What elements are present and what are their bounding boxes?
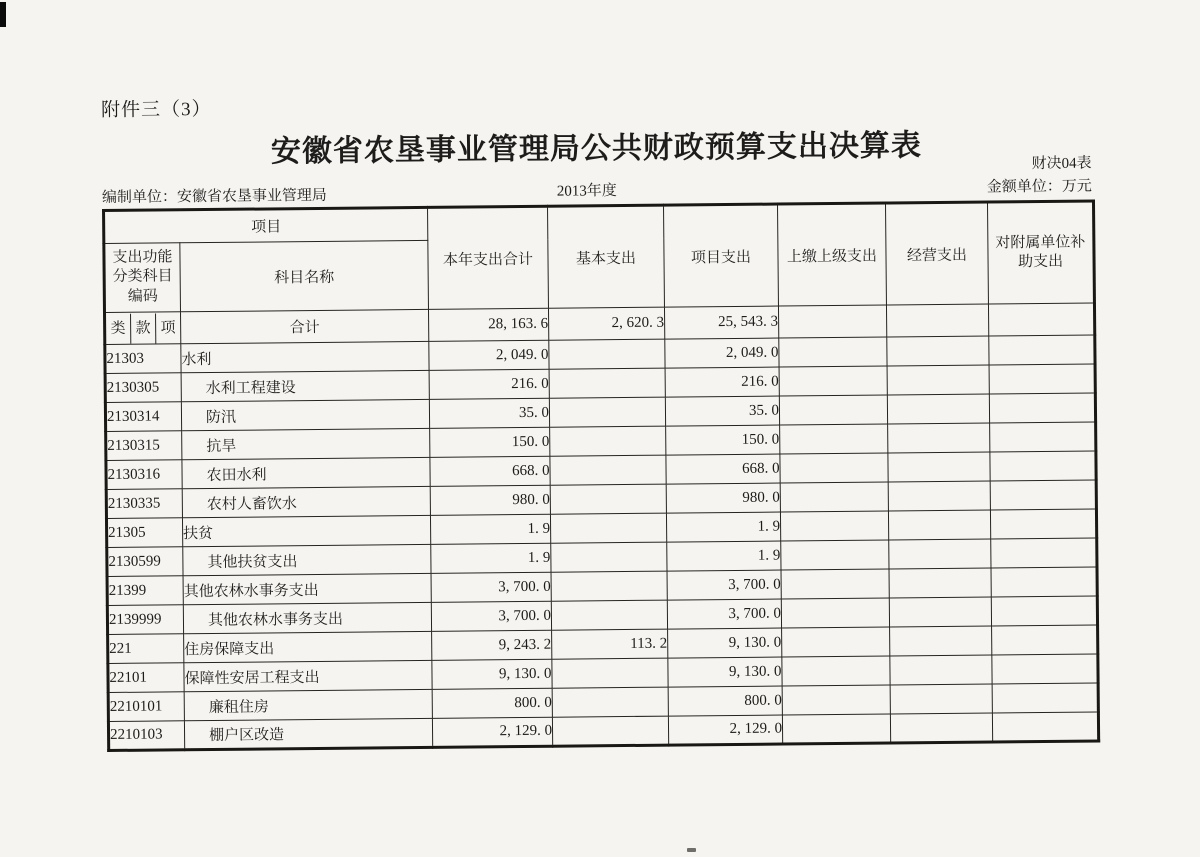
cell-code: 21399 — [107, 576, 183, 606]
cell-code: 2130314 — [105, 402, 181, 432]
cell-code: 2130316 — [106, 460, 182, 490]
cell-basic — [551, 571, 667, 601]
cell-project: 3, 700. 0 — [667, 570, 781, 600]
cell-operating — [890, 655, 992, 685]
header-subject-name: 科目名称 — [180, 240, 429, 311]
header-col-subsidy — [988, 201, 1095, 304]
cell-project: 668. 0 — [666, 454, 780, 484]
cell-upper — [778, 305, 886, 338]
cell-code: 2130599 — [107, 547, 183, 577]
cell-operating — [888, 452, 990, 482]
cell-upper — [780, 511, 888, 541]
header-col-upper: 上缴上级支出 — [778, 203, 887, 306]
cell-total: 800. 0 — [432, 688, 552, 718]
cell-subsidy — [990, 480, 1096, 510]
cell-total: 1. 9 — [431, 543, 551, 573]
cell-name: 其他农林水事务支出 — [183, 573, 431, 604]
cell-project: 35. 0 — [665, 396, 779, 426]
cell-basic: 2, 620. 3 — [548, 307, 664, 340]
header-col-operating: 经营支出 — [886, 202, 989, 305]
cell-basic — [549, 397, 665, 427]
cell-subsidy — [990, 509, 1096, 539]
cell-subsidy — [991, 596, 1097, 626]
cell-subsidy — [989, 393, 1095, 423]
amount-unit-label: 金额单位：万元 — [986, 178, 1092, 196]
cell-name: 住房保障支出 — [184, 631, 432, 662]
header-code-line1: 支出功能 — [112, 249, 173, 266]
cell-operating — [886, 304, 988, 337]
cell-operating — [889, 597, 991, 627]
cell-code: 2210101 — [108, 692, 184, 722]
cell-total: 980. 0 — [430, 485, 550, 515]
cell-basic — [549, 368, 665, 398]
cell-subsidy — [988, 303, 1094, 336]
cell-upper — [782, 627, 890, 657]
cell-total: 150. 0 — [430, 427, 550, 457]
cell-basic — [552, 716, 668, 746]
cell-subsidy — [989, 364, 1095, 394]
cell-operating — [889, 539, 991, 569]
cell-operating — [887, 394, 989, 424]
cell-upper — [781, 540, 889, 570]
cell-subsidy — [992, 683, 1098, 713]
cell-upper — [779, 337, 887, 367]
cell-basic — [552, 658, 668, 688]
cell-basic — [550, 426, 666, 456]
cell-operating — [888, 510, 990, 540]
header-col-subsidy-text: 对附属单位补助支出 — [995, 234, 1086, 271]
cell-code: 21305 — [106, 518, 182, 548]
cell-total: 9, 243. 2 — [432, 630, 552, 660]
header-code-label — [104, 243, 181, 313]
header-col-total: 本年支出合计 — [428, 206, 549, 309]
cell-upper — [780, 424, 888, 454]
cell-upper — [781, 598, 889, 628]
cell-upper — [780, 453, 888, 483]
cell-name: 防汛 — [181, 399, 429, 430]
code-sub-kuan: 款 — [130, 313, 156, 343]
cell-total-name: 合计 — [181, 309, 429, 343]
cell-operating — [889, 568, 991, 598]
cell-total: 2, 129. 0 — [432, 717, 552, 747]
cell-upper — [782, 685, 890, 715]
cell-project: 25, 543. 3 — [664, 306, 778, 339]
code-sub-xiang: 项 — [160, 319, 176, 336]
cell-basic — [551, 600, 667, 630]
cell-subsidy — [991, 567, 1097, 597]
cell-upper — [779, 366, 887, 396]
cell-subsidy — [989, 335, 1095, 365]
cell-code: 21303 — [105, 344, 181, 374]
header-col-basic: 基本支出 — [548, 205, 665, 308]
cell-basic — [550, 513, 666, 543]
cell-total: 3, 700. 0 — [431, 601, 551, 631]
cell-project: 2, 049. 0 — [665, 338, 779, 368]
cell-total: 9, 130. 0 — [432, 659, 552, 689]
cell-total: 668. 0 — [430, 456, 550, 486]
cell-project: 9, 130. 0 — [668, 628, 782, 658]
header-code-line3: 编码 — [127, 288, 158, 305]
cell-name: 扶贫 — [182, 515, 430, 546]
cell-project: 9, 130. 0 — [668, 657, 782, 687]
cell-upper — [781, 569, 889, 599]
cell-name: 棚户区改造 — [184, 718, 432, 749]
cell-basic — [550, 484, 666, 514]
cell-code: 221 — [108, 634, 184, 664]
cell-project: 150. 0 — [666, 425, 780, 455]
cell-basic — [550, 455, 666, 485]
cell-code: 22101 — [108, 663, 184, 693]
cell-name: 水利工程建设 — [181, 370, 429, 401]
cell-total: 2, 049. 0 — [429, 340, 549, 370]
cell-upper — [782, 714, 890, 744]
cell-name: 其他农林水事务支出 — [183, 602, 431, 633]
page-title: 安徽省农垦事业管理局公共财政预算支出决算表 — [270, 129, 923, 169]
header-project-group: 项目 — [104, 207, 428, 243]
cell-code: 2130305 — [105, 373, 181, 403]
cell-basic: 113. 2 — [552, 629, 668, 659]
cell-project: 980. 0 — [666, 483, 780, 513]
cell-operating — [887, 365, 989, 395]
cell-upper — [782, 656, 890, 686]
prepared-by-label: 编制单位：安徽省农垦事业管理局 — [101, 187, 327, 207]
cell-code: 2130315 — [106, 431, 182, 461]
cell-total: 35. 0 — [429, 398, 549, 428]
cell-total: 3, 700. 0 — [431, 572, 551, 602]
cell-code: 2130335 — [106, 489, 182, 519]
cell-total: 216. 0 — [429, 369, 549, 399]
cell-upper — [780, 482, 888, 512]
cell-name: 农田水利 — [182, 457, 430, 488]
cell-operating — [888, 423, 990, 453]
cell-basic — [551, 542, 667, 572]
cell-operating — [890, 713, 992, 743]
cell-project: 1. 9 — [667, 541, 781, 571]
fiscal-year-label: 2013年度 — [556, 183, 617, 200]
cell-name: 农村人畜饮水 — [182, 486, 430, 517]
cell-basic — [552, 687, 668, 717]
cell-project: 1. 9 — [666, 512, 780, 542]
cell-project: 2, 129. 0 — [668, 715, 782, 745]
cell-subsidy — [992, 654, 1098, 684]
table-body — [105, 303, 1099, 750]
header-code-line2: 分类科目 — [112, 268, 173, 286]
cell-project: 216. 0 — [665, 367, 779, 397]
cell-upper — [779, 395, 887, 425]
cell-operating — [888, 481, 990, 511]
form-code-label: 财决04表 — [1031, 155, 1092, 173]
budget-table — [102, 199, 1100, 752]
cell-name: 廉租住房 — [184, 689, 432, 720]
header-row-project — [104, 201, 1094, 244]
cell-total: 28, 163. 6 — [429, 308, 549, 341]
cell-code: 2210103 — [108, 721, 184, 751]
cell-subsidy — [991, 538, 1097, 568]
cell-name: 保障性安居工程支出 — [184, 660, 432, 691]
cell-name: 水利 — [181, 341, 429, 372]
cell-name: 其他扶贫支出 — [183, 544, 431, 575]
cell-subsidy — [992, 712, 1098, 742]
cell-project: 3, 700. 0 — [667, 599, 781, 629]
cell-basic — [549, 339, 665, 369]
code-sub-lei: 类 — [110, 320, 126, 337]
cell-subsidy — [990, 422, 1096, 452]
cell-code-sub — [105, 312, 181, 345]
cell-project: 800. 0 — [668, 686, 782, 716]
cell-operating — [887, 336, 989, 366]
cell-code: 2139999 — [107, 605, 183, 635]
cell-name: 抗旱 — [182, 428, 430, 459]
cell-total: 1. 9 — [430, 514, 550, 544]
cell-operating — [890, 626, 992, 656]
attachment-label: 附件三（3） — [100, 98, 212, 122]
cell-subsidy — [992, 625, 1098, 655]
header-col-project-exp: 项目支出 — [664, 204, 779, 307]
cell-subsidy — [990, 451, 1096, 481]
cell-operating — [890, 684, 992, 714]
